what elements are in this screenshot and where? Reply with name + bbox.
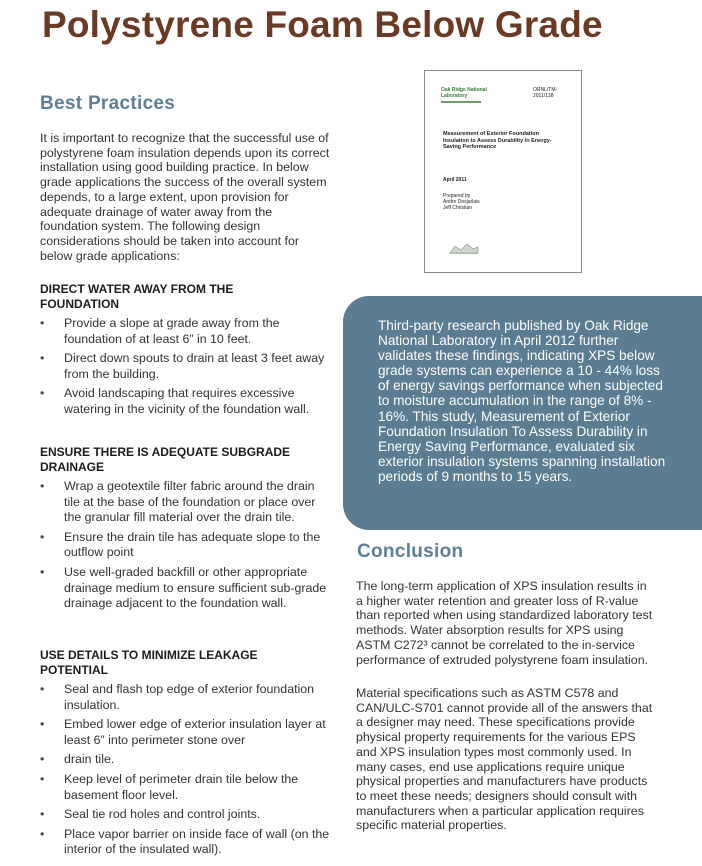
conclusion-paragraph-2: Material specifications such as ASTM C578 and CAN/ULC-S701 cannot provide all of the answers that a designer may need. These specifications provide physical property requirements for the various EPS and XPS insulation types most commonly used. In many cases, end use applications require unique physical properties and manufacturers have products to meet these needs; designers should consult with manufacturers when a particular application requires specific material properties.	[356, 686, 653, 833]
list-item: • Direct down spouts to drain at least 3 feet away from the building.	[40, 351, 332, 382]
list-item: • Use well-graded backfill or other appropriate drainage medium to ensure sufficient sub-grade drainage adjacent to the foundation wall.	[40, 565, 332, 612]
report-date: April 2011	[443, 177, 467, 183]
section-direct-water-title: DIRECT WATER AWAY FROM THE FOUNDATION	[40, 282, 234, 311]
section-subgrade-drainage-title: ENSURE THERE IS ADEQUATE SUBGRADE DRAINAGE	[40, 445, 291, 474]
list-item: • Keep level of perimeter drain tile below the basement floor level.	[40, 772, 332, 803]
list-item: • Seal and flash top edge of exterior foundation insulation.	[40, 682, 332, 713]
section-leakage-title: USE DETAILS TO MINIMIZE LEAKAGE POTENTIAL	[40, 648, 258, 677]
report-cover-image	[424, 70, 582, 273]
report-title: Measurement of Exterior Foundation Insulation to Assess Durability in Energy-Saving Performance	[443, 131, 552, 150]
list-item: • Seal tie rod holes and control joints.	[40, 807, 332, 823]
report-number: ORNL/TM-2011/138	[533, 87, 558, 99]
conclusion-paragraph-1: The long-term application of XPS insulation results in a higher water retention and greater loss of R-value than reported when using standardized laboratory test methods. Water absorption results for XPS using ASTM C272³ cannot be correlated to the in-service performance of extruded polystyrene foam insulation.	[356, 579, 653, 667]
report-authors: Andre Desjarlais Jeff Christian	[443, 199, 480, 211]
list-item: • Wrap a geotextile filter fabric around the drain tile at the base of the foundation or place over the granular fill material over the drain tile.	[40, 479, 332, 526]
report-prepared-by: Prepared by	[443, 193, 471, 199]
list-item: • Provide a slope at grade away from the foundation of at least 6” in 10 feet.	[40, 316, 332, 347]
conclusion-heading: Conclusion	[357, 541, 464, 562]
page-title: Polystyrene Foam Below Grade	[42, 4, 603, 45]
list-item: • Ensure the drain tile has adequate slope to the outflow point	[40, 530, 332, 561]
list-item: • Place vapor barrier on inside face of wall (on the interior of the insulated wall).	[40, 827, 332, 858]
list-item: • Avoid landscaping that requires excessive watering in the vicinity of the foundation wall.	[40, 386, 332, 417]
list-item: • drain tile.	[40, 752, 332, 768]
report-logo-rule	[441, 101, 481, 103]
report-building-logo-icon	[449, 241, 479, 255]
research-callout-text: Third-party research published by Oak Ridge National Laboratory in April 2012 further validates these findings, indicating XPS below grade systems can experience a 10 - 44% loss of energy savings performance when subjected to moisture accumulation in the range of 8% - 16%. This study, Measurement of Exterior Foundation Insulation To Assess Durability in Energy Saving Performance, evaluated six exterior insulation systems spanning installation periods of 9 months to 15 years.	[378, 318, 666, 484]
best-practices-heading: Best Practices	[40, 93, 176, 114]
list-item: • Embed lower edge of exterior insulation layer at least 6” into perimeter stone over	[40, 717, 332, 748]
report-org-line: Oak Ridge National Laboratory	[441, 87, 487, 99]
best-practices-intro: It is important to recognize that the successful use of polystyrene foam insulation depends upon its correct installation using good building practice. In below grade applications the success of the overall system depends, to a large extent, upon provision for adequate drainage of water away from the foundation system. The following design considerations should be taken into account for below grade applications:	[40, 131, 330, 263]
section-direct-water-list	[40, 316, 332, 422]
section-leakage-list	[40, 682, 332, 862]
section-subgrade-drainage-list	[40, 479, 332, 616]
